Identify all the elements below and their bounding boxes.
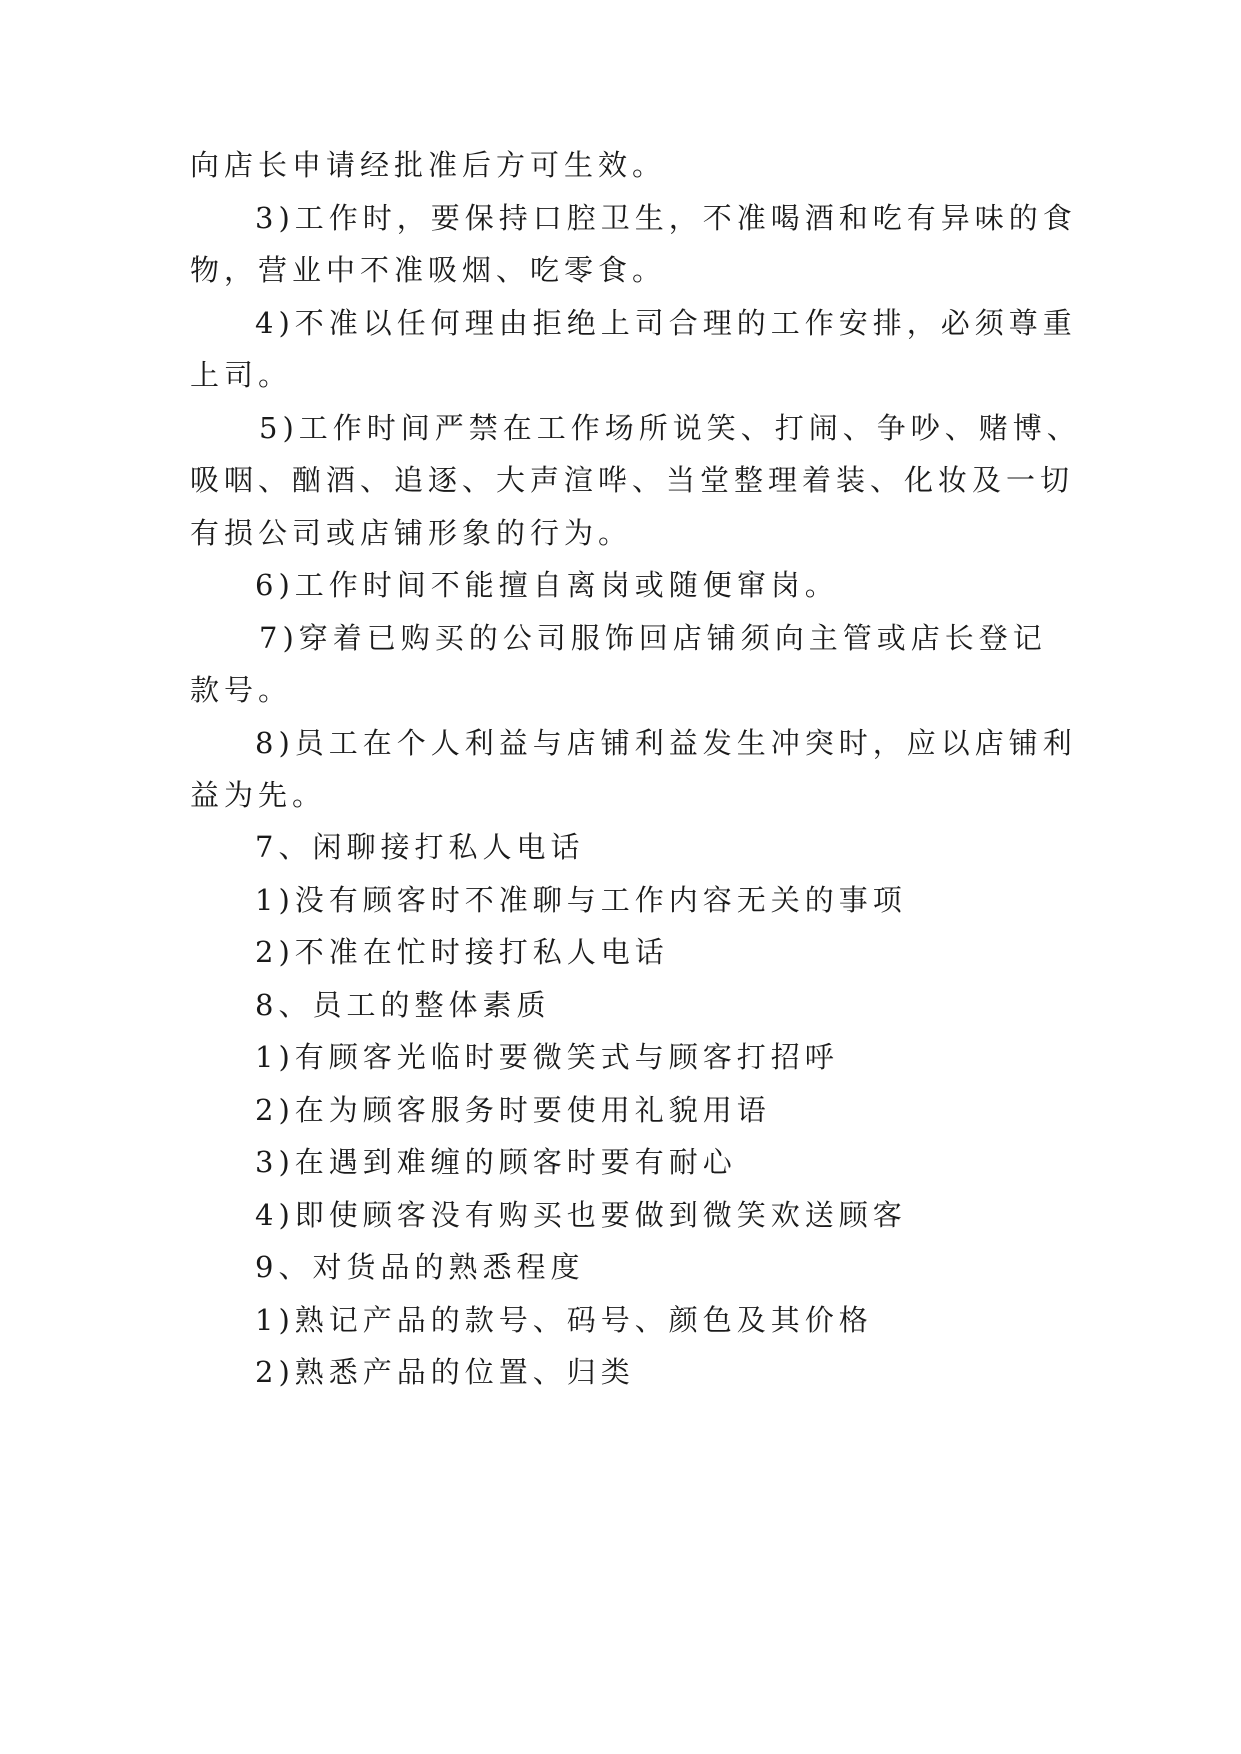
text-line: 2)不准在忙时接打私人电话: [255, 935, 669, 969]
text-line: 益为先。: [190, 778, 327, 812]
text-line: 有损公司或店铺形象的行为。: [190, 516, 633, 550]
text-line: 5)工作时间严禁在工作场所说笑、打闹、争吵、赌博、: [259, 411, 1081, 445]
text-line: 7)穿着已购买的公司服饰回店铺须向主管或店长登记: [259, 621, 1047, 655]
text-line: 向店长申请经批准后方可生效。: [190, 148, 667, 182]
section-heading: 8、员工的整体素质: [255, 988, 551, 1022]
text-line: 3)工作时，要保持口腔卫生，不准喝酒和吃有异味的食: [255, 201, 1077, 235]
text-line: 6)工作时间不能擅自离岗或随便窜岗。: [255, 568, 839, 602]
text-line: 款号。: [190, 673, 293, 707]
text-line: 上司。: [190, 358, 293, 392]
text-line: 2)熟悉产品的位置、归类: [255, 1355, 635, 1389]
text-line: 1)没有顾客时不准聊与工作内容无关的事项: [255, 883, 907, 917]
section-heading: 7、闲聊接打私人电话: [255, 830, 585, 864]
text-line: 8)员工在个人利益与店铺利益发生冲突时，应以店铺利: [255, 726, 1077, 760]
text-line: 4)即使顾客没有购买也要做到微笑欢送顾客: [255, 1198, 907, 1232]
text-line: 4)不准以任何理由拒绝上司合理的工作安排，必须尊重: [255, 306, 1077, 340]
text-line: 物，营业中不准吸烟、吃零食。: [190, 253, 667, 287]
text-line: 吸咽、酗酒、追逐、大声渲哗、当堂整理着装、化妆及一切: [190, 463, 1075, 497]
section-heading: 9、对货品的熟悉程度: [255, 1250, 585, 1284]
text-line: 2)在为顾客服务时要使用礼貌用语: [255, 1093, 771, 1127]
text-line: 3)在遇到难缠的顾客时要有耐心: [255, 1145, 737, 1179]
text-line: 1)熟记产品的款号、码号、颜色及其价格: [255, 1303, 873, 1337]
text-line: 1)有顾客光临时要微笑式与顾客打招呼: [255, 1040, 839, 1074]
